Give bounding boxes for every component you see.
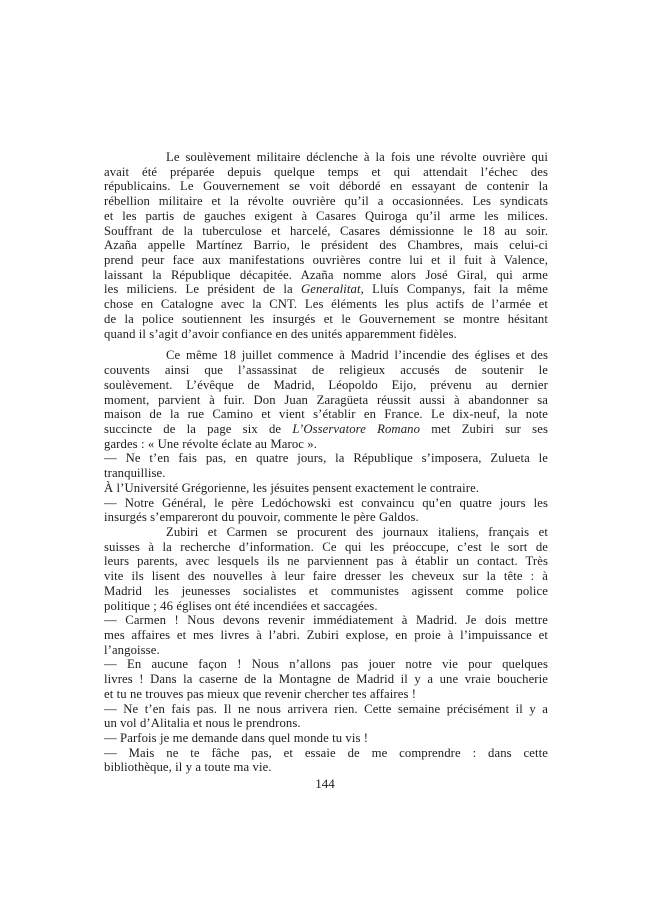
- text-segment: gardes : « Une révolte éclate au Maroc ».: [104, 436, 317, 451]
- text-line: [104, 584, 548, 599]
- text-segment: Ce même 18 juillet commence à Madrid l’incendie des églises et des: [166, 348, 548, 363]
- text-segment: quand il s’agit d’avoir confiance en des unités apparemment fidèles.: [104, 326, 457, 341]
- text-segment: et les partis de gauches exigent à Casares Quiroga qu’il arme les milices.: [104, 208, 548, 223]
- paragraph: [104, 481, 548, 496]
- text-segment: Souffrant de la tuberculose et harcelé, Casares démissionne le 18 au soir.: [104, 223, 548, 238]
- text-segment: de la police soutiennent les insurgés et le Gouvernement se montre hésitant: [104, 311, 548, 326]
- text-segment: leurs parents, avec lesquels ils ne parviennent pas à établir un contact. Très: [104, 554, 548, 569]
- text-segment: l’angoisse.: [104, 642, 160, 657]
- text-segment: — En aucune façon ! Nous n’allons pas jouer notre vie pour quelques: [104, 657, 548, 672]
- text-line: [104, 672, 548, 687]
- text-line: [104, 224, 548, 239]
- italic-text: L’Osservatore Romano: [292, 421, 421, 436]
- text-line: [104, 510, 548, 525]
- text-line: [104, 327, 548, 342]
- text-line: [104, 393, 548, 408]
- text-segment: livres ! Dans la caserne de la Montagne de Madrid il y a une vraie boucherie: [104, 672, 548, 687]
- text-line: [104, 569, 548, 584]
- text-line: [104, 716, 548, 731]
- paragraph: [104, 731, 548, 746]
- text-line: [104, 297, 548, 312]
- paragraph: [104, 746, 548, 775]
- text-segment: avait été préparée depuis quelque temps et qui attendait l’échec des: [104, 164, 548, 179]
- text-line: [104, 268, 548, 283]
- paragraph: [104, 613, 548, 657]
- text-segment: insurgés s’empareront du pouvoir, commente le père Galdos.: [104, 510, 419, 525]
- text-segment: Azaña appelle Martínez Barrio, le président des Chambres, mais celui-ci: [104, 238, 548, 253]
- paragraph: [104, 657, 548, 701]
- text-line: [104, 378, 548, 393]
- text-segment: À l’Université Grégorienne, les jésuites pensent exactement le contraire.: [104, 480, 480, 495]
- text-line: [104, 407, 548, 422]
- text-segment: — Parfois je me demande dans quel monde tu vis !: [104, 731, 369, 746]
- text-line: [104, 282, 548, 297]
- paragraph: [104, 496, 548, 525]
- text-segment: chose en Catalogne avec la CNT. Les éléments les plus actifs de l’armée et: [104, 297, 548, 312]
- text-segment: bibliothèque, il y a toute ma vie.: [104, 760, 272, 775]
- page-number: 144: [315, 776, 335, 791]
- text-segment: — Ne t’en fais pas, en quatre jours, la République s’imposera, Zulueta le: [104, 451, 548, 466]
- text-line: [104, 643, 548, 658]
- text-line: [104, 209, 548, 224]
- text-segment: maison de la rue Camino et vient s’établir en France. Le dix-neuf, la note: [104, 407, 548, 422]
- text-line: [104, 422, 548, 437]
- paragraph: [104, 348, 548, 451]
- paragraph: [104, 150, 548, 341]
- text-line: [104, 194, 548, 209]
- text-line: [104, 348, 548, 363]
- text-line: [104, 496, 548, 511]
- text-line: [104, 599, 548, 614]
- text-line: [104, 238, 548, 253]
- text-segment: Zubiri et Carmen se procurent des journaux italiens, français et: [166, 524, 548, 539]
- italic-text: Generalitat,: [300, 282, 364, 297]
- text-line: [104, 554, 548, 569]
- text-line: [104, 525, 548, 540]
- text-line: [104, 731, 548, 746]
- text-line: [104, 481, 548, 496]
- text-segment: un vol d’Alitalia et nous le prendrons.: [104, 716, 301, 731]
- text-segment: — Mais ne te fâche pas, et essaie de me comprendre : dans cette: [104, 745, 548, 760]
- text-segment: couvents ainsi que l’assassinat de religieux accusés de soutenir le: [104, 363, 548, 378]
- text-segment: Le soulèvement militaire déclenche à la fois une révolte ouvrière qui: [166, 150, 548, 164]
- text-line: [104, 150, 548, 165]
- paragraph: [104, 451, 548, 480]
- text-segment: laissant la République décapitée. Azaña nomme alors José Giral, qui arme: [104, 267, 548, 282]
- text-line: [104, 760, 548, 775]
- text-segment: — Carmen ! Nous devons revenir immédiatement à Madrid. Je dois mettre: [104, 613, 548, 628]
- text-segment: les miliciens. Le président de la: [104, 282, 301, 297]
- text-segment: Lluís Companys, fait la même: [363, 282, 548, 297]
- text-segment: rébellion militaire et la révolte ouvrière qu’il a occasionnées. Les syndicats: [104, 194, 548, 209]
- text-segment: met Zubiri sur ses: [420, 421, 548, 436]
- text-segment: vite ils lisent des nouvelles à leur faire dresser les cheveux sur la tête : à: [104, 569, 548, 584]
- text-line: [104, 437, 548, 452]
- text-segment: politique ; 46 églises ont été incendiées et saccagées.: [104, 598, 378, 613]
- text-line: [104, 746, 548, 761]
- text-segment: suisses à la recherche d’information. Ce qui les préoccupe, c’est le sort de: [104, 539, 548, 554]
- text-line: [104, 165, 548, 180]
- text-segment: — Notre Général, le père Ledóchowski est convaincu qu’en quatre jours les: [104, 495, 548, 510]
- text-line: [104, 613, 548, 628]
- text-segment: Madrid les jeunesses socialistes et communistes agissent comme police: [104, 583, 548, 598]
- text-line: [104, 179, 548, 194]
- text-line: [104, 657, 548, 672]
- text-line: [104, 312, 548, 327]
- text-line: [104, 687, 548, 702]
- text-segment: soulèvement. L’évêque de Madrid, Léopoldo Eijo, prévenu au dernier: [104, 377, 548, 392]
- paragraph: [104, 525, 548, 613]
- text-line: [104, 451, 548, 466]
- text-segment: prend peur face aux manifestations ouvrières contre lui et il fuit à Valence,: [104, 253, 548, 268]
- text-line: [104, 363, 548, 378]
- text-line: [104, 628, 548, 643]
- page-text: [104, 150, 548, 775]
- text-line: [104, 466, 548, 481]
- text-segment: républicains. Le Gouvernement se voit débordé en essayant de contenir la: [104, 179, 548, 194]
- text-segment: et tu ne trouves pas mieux que revenir chercher tes affaires !: [104, 686, 417, 701]
- text-segment: succincte de la page six de: [104, 421, 293, 436]
- text-segment: moment, parvient à fuir. Don Juan Zaragüeta réussit aussi à abandonner sa: [104, 392, 548, 407]
- text-line: [104, 702, 548, 717]
- text-line: [104, 540, 548, 555]
- text-line: [104, 253, 548, 268]
- text-segment: — Ne t’en fais pas. Il ne nous arrivera rien. Cette semaine précisément il y a: [104, 701, 548, 716]
- paragraph: [104, 702, 548, 731]
- text-segment: mes affaires et mes livres à l’abri. Zubiri explose, en proie à l’impuissance et: [104, 628, 548, 642]
- text-segment: tranquillise.: [104, 466, 166, 481]
